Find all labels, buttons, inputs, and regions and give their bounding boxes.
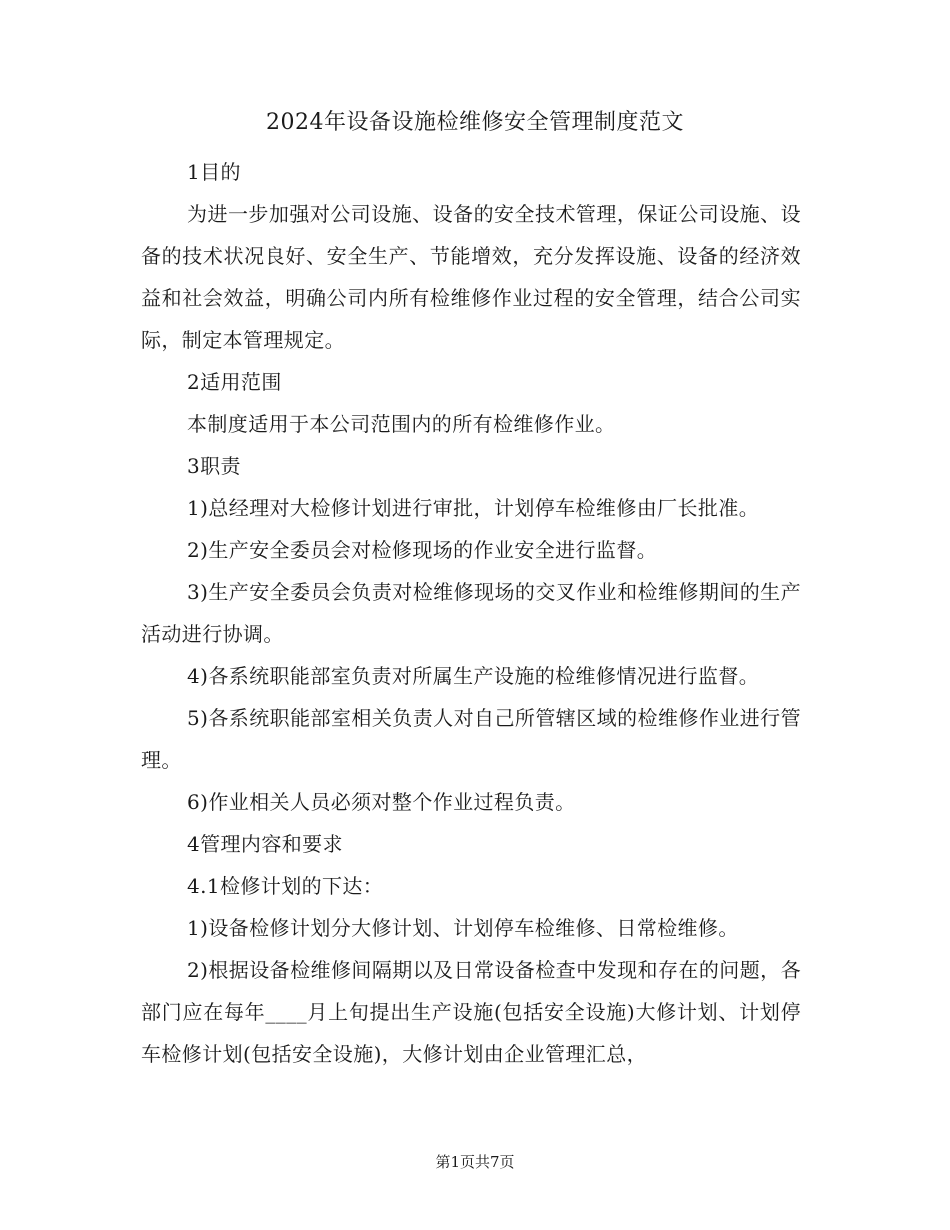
list-item: 6)作业相关人员必须对整个作业过程负责。: [187, 790, 576, 814]
subsection-heading: 4.1检修计划的下达：: [187, 874, 384, 898]
paragraph: 本制度适用于本公司范围内的所有检维修作业。: [187, 412, 616, 436]
list-item: 5)各系统职能部室相关负责人对自己所管辖区域的检维修作业进行管理。: [141, 706, 801, 772]
document-body: [141, 151, 801, 1075]
section-heading-scope: 2适用范围: [187, 370, 282, 394]
section-heading-purpose: 1目的: [187, 160, 241, 184]
list-item: 2)根据设备检维修间隔期以及日常设备检查中发现和存在的问题，各部门应在每年____月上旬提出生产设施(包括安全设施)大修计划、计划停车检修计划(包括安全设施)，大修计划由企业管理汇总，: [141, 958, 801, 1066]
list-item: 1)总经理对大检修计划进行审批，计划停车检维修由厂长批准。: [187, 496, 760, 520]
document-title: 2024年设备设施检维修安全管理制度范文: [266, 110, 684, 135]
section-heading-management: 4管理内容和要求: [187, 832, 343, 856]
section-heading-duties: 3职责: [187, 454, 241, 478]
paragraph: 为进一步加强对公司设施、设备的安全技术管理，保证公司设施、设备的技术状况良好、安全生产、节能增效，充分发挥设施、设备的经济效益和社会效益，明确公司内所有检维修作业过程的安全管理，结合公司实际，制定本管理规定。: [141, 202, 801, 352]
list-item: 3)生产安全委员会负责对检维修现场的交叉作业和检维修期间的生产活动进行协调。: [141, 580, 801, 646]
list-item: 1)设备检修计划分大修计划、计划停车检维修、日常检维修。: [187, 916, 739, 940]
page-number-footer: 第1页共7页: [435, 1153, 515, 1171]
list-item: 4)各系统职能部室负责对所属生产设施的检维修情况进行监督。: [187, 664, 760, 688]
list-item: 2)生产安全委员会对检修现场的作业安全进行监督。: [187, 538, 658, 562]
